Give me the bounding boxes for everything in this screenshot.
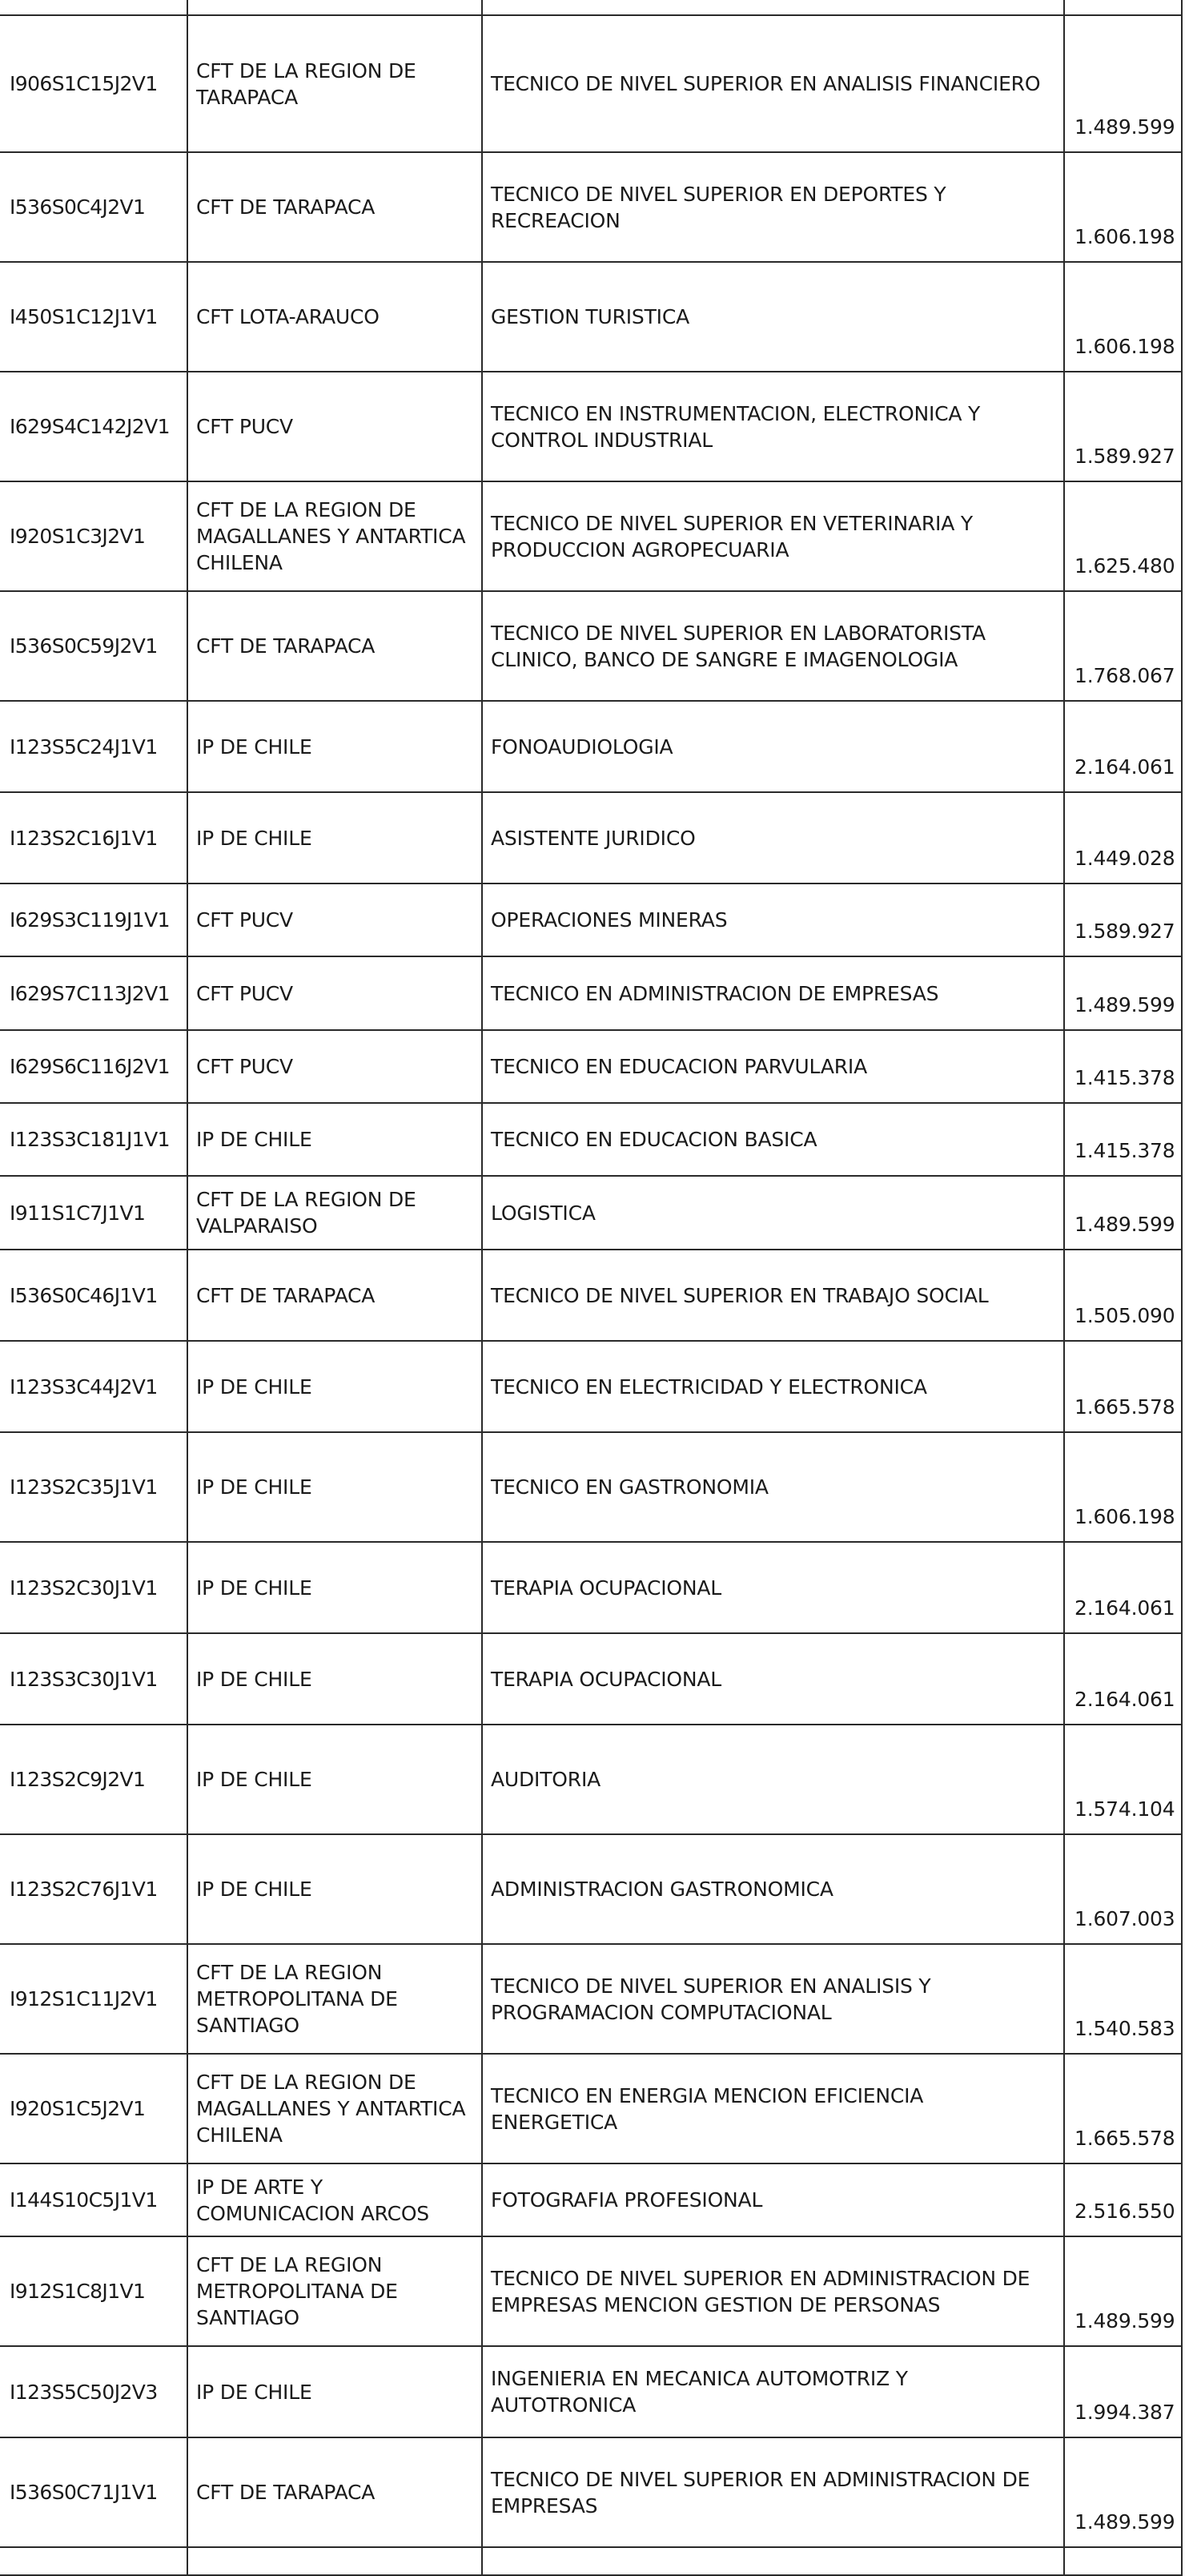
program-code-cell: I629S4C142J2V1 xyxy=(0,372,187,481)
program-code-cell: I920S1C5J2V1 xyxy=(0,2054,187,2163)
table-row xyxy=(0,1176,1182,1250)
amount-cell: 1.489.599 xyxy=(1064,2236,1182,2346)
institution-cell: CFT PUCV xyxy=(187,956,482,1030)
table-row xyxy=(0,1725,1182,1834)
amount-cell: 1.665.578 xyxy=(1064,1341,1182,1432)
table-row xyxy=(0,2054,1182,2163)
table-row xyxy=(0,481,1182,591)
program-code-cell: I536S0C59J2V1 xyxy=(0,591,187,701)
table-row xyxy=(0,701,1182,792)
program-name-cell: TECNICO DE NIVEL SUPERIOR EN ANALISIS Y PROGRAMACION COMPUTACIONAL xyxy=(482,1944,1064,2054)
table-row xyxy=(0,1103,1182,1176)
empty-cell xyxy=(1064,2547,1182,2575)
program-code-cell: I911S1C7J1V1 xyxy=(0,1176,187,1250)
program-name-cell: TECNICO DE NIVEL SUPERIOR EN ADMINISTRACION DE EMPRESAS xyxy=(482,2437,1064,2547)
amount-cell: 1.489.599 xyxy=(1064,2437,1182,2547)
table-row xyxy=(0,1834,1182,1944)
table-row xyxy=(0,1432,1182,1542)
amount-cell: 1.625.480 xyxy=(1064,481,1182,591)
program-name-cell: TECNICO EN ADMINISTRACION DE EMPRESAS xyxy=(482,956,1064,1030)
table-row xyxy=(0,372,1182,481)
empty-cell xyxy=(187,0,482,15)
program-name-cell: AUDITORIA xyxy=(482,1725,1064,1834)
institution-cell: CFT DE TARAPACA xyxy=(187,2437,482,2547)
table-row xyxy=(0,1341,1182,1432)
empty-cell xyxy=(482,0,1064,15)
program-code-cell: I144S10C5J1V1 xyxy=(0,2163,187,2236)
institution-cell: IP DE CHILE xyxy=(187,792,482,883)
program-code-cell: I123S2C30J1V1 xyxy=(0,1542,187,1633)
program-name-cell: TECNICO DE NIVEL SUPERIOR EN ADMINISTRACION DE EMPRESAS MENCION GESTION DE PERSONAS xyxy=(482,2236,1064,2346)
program-name-cell: TECNICO DE NIVEL SUPERIOR EN ANALISIS FINANCIERO xyxy=(482,15,1064,152)
program-name-cell: TERAPIA OCUPACIONAL xyxy=(482,1542,1064,1633)
program-name-cell: OPERACIONES MINERAS xyxy=(482,883,1064,956)
program-name-cell: ASISTENTE JURIDICO xyxy=(482,792,1064,883)
institution-cell: CFT DE LA REGION DE TARAPACA xyxy=(187,15,482,152)
institution-cell: IP DE CHILE xyxy=(187,1341,482,1432)
amount-cell: 1.505.090 xyxy=(1064,1250,1182,1341)
amount-cell: 1.606.198 xyxy=(1064,262,1182,372)
program-name-cell: TECNICO EN GASTRONOMIA xyxy=(482,1432,1064,1542)
institution-cell: CFT DE LA REGION DE MAGALLANES Y ANTARTICA CHILENA xyxy=(187,481,482,591)
program-code-cell: I536S0C71J1V1 xyxy=(0,2437,187,2547)
table-row xyxy=(0,883,1182,956)
program-name-cell: TECNICO DE NIVEL SUPERIOR EN LABORATORISTA CLINICO, BANCO DE SANGRE E IMAGENOLOGIA xyxy=(482,591,1064,701)
amount-cell: 1.489.599 xyxy=(1064,956,1182,1030)
amount-cell: 1.768.067 xyxy=(1064,591,1182,701)
institution-cell: IP DE CHILE xyxy=(187,1103,482,1176)
amount-cell: 2.164.061 xyxy=(1064,1633,1182,1725)
table-row xyxy=(0,15,1182,152)
program-code-cell: I912S1C8J1V1 xyxy=(0,2236,187,2346)
program-code-cell: I123S2C9J2V1 xyxy=(0,1725,187,1834)
institution-cell: CFT LOTA-ARAUCO xyxy=(187,262,482,372)
institution-cell: IP DE ARTE Y COMUNICACION ARCOS xyxy=(187,2163,482,2236)
amount-cell: 1.574.104 xyxy=(1064,1725,1182,1834)
program-name-cell: TECNICO DE NIVEL SUPERIOR EN VETERINARIA Y PRODUCCION AGROPECUARIA xyxy=(482,481,1064,591)
program-code-cell: I906S1C15J2V1 xyxy=(0,15,187,152)
empty-cell xyxy=(0,0,187,15)
table-row xyxy=(0,262,1182,372)
institution-cell: IP DE CHILE xyxy=(187,1725,482,1834)
amount-cell: 2.164.061 xyxy=(1064,701,1182,792)
program-code-cell: I123S5C24J1V1 xyxy=(0,701,187,792)
program-name-cell: LOGISTICA xyxy=(482,1176,1064,1250)
program-code-cell: I123S3C44J2V1 xyxy=(0,1341,187,1432)
program-name-cell: ADMINISTRACION GASTRONOMICA xyxy=(482,1834,1064,1944)
empty-cell xyxy=(482,2547,1064,2575)
table-row xyxy=(0,2236,1182,2346)
table-row xyxy=(0,1250,1182,1341)
program-code-cell: I123S3C181J1V1 xyxy=(0,1103,187,1176)
institution-cell: CFT DE LA REGION DE VALPARAISO xyxy=(187,1176,482,1250)
institution-cell: CFT PUCV xyxy=(187,372,482,481)
program-code-cell: I123S2C35J1V1 xyxy=(0,1432,187,1542)
institution-cell: IP DE CHILE xyxy=(187,1834,482,1944)
table-row xyxy=(0,152,1182,262)
amount-cell: 1.606.198 xyxy=(1064,1432,1182,1542)
program-code-cell: I629S6C116J2V1 xyxy=(0,1030,187,1103)
program-name-cell: TECNICO EN ELECTRICIDAD Y ELECTRONICA xyxy=(482,1341,1064,1432)
amount-cell: 1.994.387 xyxy=(1064,2346,1182,2437)
program-code-cell: I536S0C46J1V1 xyxy=(0,1250,187,1341)
institution-cell: CFT DE TARAPACA xyxy=(187,152,482,262)
program-name-cell: TECNICO EN EDUCACION PARVULARIA xyxy=(482,1030,1064,1103)
amount-cell: 2.516.550 xyxy=(1064,2163,1182,2236)
amount-cell: 1.415.378 xyxy=(1064,1103,1182,1176)
amount-cell: 1.589.927 xyxy=(1064,372,1182,481)
amount-cell: 1.606.198 xyxy=(1064,152,1182,262)
program-name-cell: INGENIERIA EN MECANICA AUTOMOTRIZ Y AUTOTRONICA xyxy=(482,2346,1064,2437)
program-name-cell: TECNICO EN EDUCACION BASICA xyxy=(482,1103,1064,1176)
institution-cell: IP DE CHILE xyxy=(187,701,482,792)
institution-cell: IP DE CHILE xyxy=(187,1542,482,1633)
table-row xyxy=(0,1633,1182,1725)
amount-cell: 1.489.599 xyxy=(1064,15,1182,152)
program-name-cell: TECNICO EN ENERGIA MENCION EFICIENCIA ENERGETICA xyxy=(482,2054,1064,2163)
institution-cell: CFT PUCV xyxy=(187,883,482,956)
amount-cell: 1.589.927 xyxy=(1064,883,1182,956)
program-name-cell: FOTOGRAFIA PROFESIONAL xyxy=(482,2163,1064,2236)
table-row xyxy=(0,2163,1182,2236)
program-code-cell: I123S2C76J1V1 xyxy=(0,1834,187,1944)
program-name-cell: TECNICO DE NIVEL SUPERIOR EN TRABAJO SOCIAL xyxy=(482,1250,1064,1341)
program-name-cell: TECNICO DE NIVEL SUPERIOR EN DEPORTES Y RECREACION xyxy=(482,152,1064,262)
table-row xyxy=(0,2346,1182,2437)
amount-cell: 1.607.003 xyxy=(1064,1834,1182,1944)
program-name-cell: TECNICO EN INSTRUMENTACION, ELECTRONICA Y CONTROL INDUSTRIAL xyxy=(482,372,1064,481)
program-code-cell: I536S0C4J2V1 xyxy=(0,152,187,262)
program-code-cell: I629S3C119J1V1 xyxy=(0,883,187,956)
amount-cell: 1.415.378 xyxy=(1064,1030,1182,1103)
empty-cell xyxy=(1064,0,1182,15)
institution-cell: CFT DE LA REGION DE MAGALLANES Y ANTARTICA CHILENA xyxy=(187,2054,482,2163)
table-row xyxy=(0,2437,1182,2547)
program-name-cell: GESTION TURISTICA xyxy=(482,262,1064,372)
table-row xyxy=(0,1944,1182,2054)
amount-cell: 1.489.599 xyxy=(1064,1176,1182,1250)
institution-cell: CFT DE TARAPACA xyxy=(187,1250,482,1341)
program-code-cell: I123S3C30J1V1 xyxy=(0,1633,187,1725)
program-name-cell: TERAPIA OCUPACIONAL xyxy=(482,1633,1064,1725)
institution-cell: CFT DE LA REGION METROPOLITANA DE SANTIAGO xyxy=(187,2236,482,2346)
amount-cell: 1.540.583 xyxy=(1064,1944,1182,2054)
institution-cell: IP DE CHILE xyxy=(187,1633,482,1725)
institution-cell: IP DE CHILE xyxy=(187,1432,482,1542)
institution-cell: IP DE CHILE xyxy=(187,2346,482,2437)
table-row xyxy=(0,956,1182,1030)
program-code-cell: I123S2C16J1V1 xyxy=(0,792,187,883)
amount-cell: 2.164.061 xyxy=(1064,1542,1182,1633)
empty-cell xyxy=(187,2547,482,2575)
institution-cell: CFT DE TARAPACA xyxy=(187,591,482,701)
program-code-cell: I450S1C12J1V1 xyxy=(0,262,187,372)
program-code-cell: I912S1C11J2V1 xyxy=(0,1944,187,2054)
table-row-continuation xyxy=(0,2547,1182,2575)
program-code-cell: I920S1C3J2V1 xyxy=(0,481,187,591)
program-code-cell: I629S7C113J2V1 xyxy=(0,956,187,1030)
amount-cell: 1.449.028 xyxy=(1064,792,1182,883)
amount-cell: 1.665.578 xyxy=(1064,2054,1182,2163)
table-row xyxy=(0,792,1182,883)
table-row xyxy=(0,1030,1182,1103)
table-row xyxy=(0,591,1182,701)
program-name-cell: FONOAUDIOLOGIA xyxy=(482,701,1064,792)
table-row-continuation xyxy=(0,0,1182,15)
institution-cell: CFT PUCV xyxy=(187,1030,482,1103)
empty-cell xyxy=(0,2547,187,2575)
table-row xyxy=(0,1542,1182,1633)
program-code-cell: I123S5C50J2V3 xyxy=(0,2346,187,2437)
institution-cell: CFT DE LA REGION METROPOLITANA DE SANTIAGO xyxy=(187,1944,482,2054)
